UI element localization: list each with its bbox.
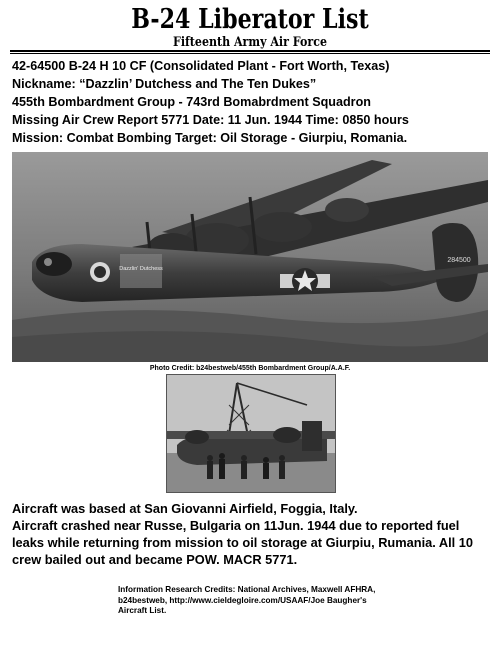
aircraft-story: [12, 500, 490, 568]
page-subtitle: Fifteenth Army Air Force: [173, 35, 327, 50]
fact-mission: Mission: Combat Bombing Target: Oil Storage - Giurpiu, Romania.: [12, 131, 408, 145]
tail-number: 284500: [447, 257, 471, 264]
fact-group: 455th Bombardment Group - 743rd Bomabrdment Squadron: [12, 95, 371, 109]
fact-nickname: Nickname: “Dazzlin’ Dutchess and The Ten Dukes”: [12, 77, 317, 91]
story-crash: Aircraft crashed near Russe, Bulgaria on 11Jun. 1944 due to reported fuel leaks while returning from mission to oil storage at Giurpiu, Rumania. All 10 crew bailed out and became POW. MACR 5771.: [12, 518, 474, 567]
title-rule-thin: [10, 53, 490, 54]
fact-macr: Missing Air Crew Report 5771 Date: 11 Jun. 1944 Time: 0850 hours: [12, 113, 409, 127]
ground-crew-image: [167, 375, 335, 492]
title-rule: [10, 50, 490, 52]
story-based: Aircraft was based at San Giovanni Airfield, Foggia, Italy.: [12, 501, 358, 516]
research-line-2: b24bestweb, http://www.cieldegloire.com/USAAF/Joe Baugher's: [118, 595, 367, 605]
page-title: B-24 Liberator List: [131, 4, 369, 35]
ground-crew-photo: [166, 374, 336, 493]
aircraft-photo: [12, 152, 488, 362]
research-credits: [118, 585, 418, 617]
nose-art-text: Dazzlin' Dutchess: [119, 266, 163, 272]
research-line-3: Aircraft List.: [118, 606, 167, 616]
research-line-1: Information Research Credits: National Archives, Maxwell AFHRA,: [118, 585, 376, 594]
b24-in-flight-image: [12, 152, 488, 362]
fact-serial: 42-64500 B-24 H 10 CF (Consolidated Plant - Fort Worth, Texas): [12, 59, 390, 73]
photo-credit: Photo Credit: b24bestweb/455th Bombardment Group/A.A.F.: [149, 365, 351, 372]
aircraft-facts: [12, 57, 492, 147]
